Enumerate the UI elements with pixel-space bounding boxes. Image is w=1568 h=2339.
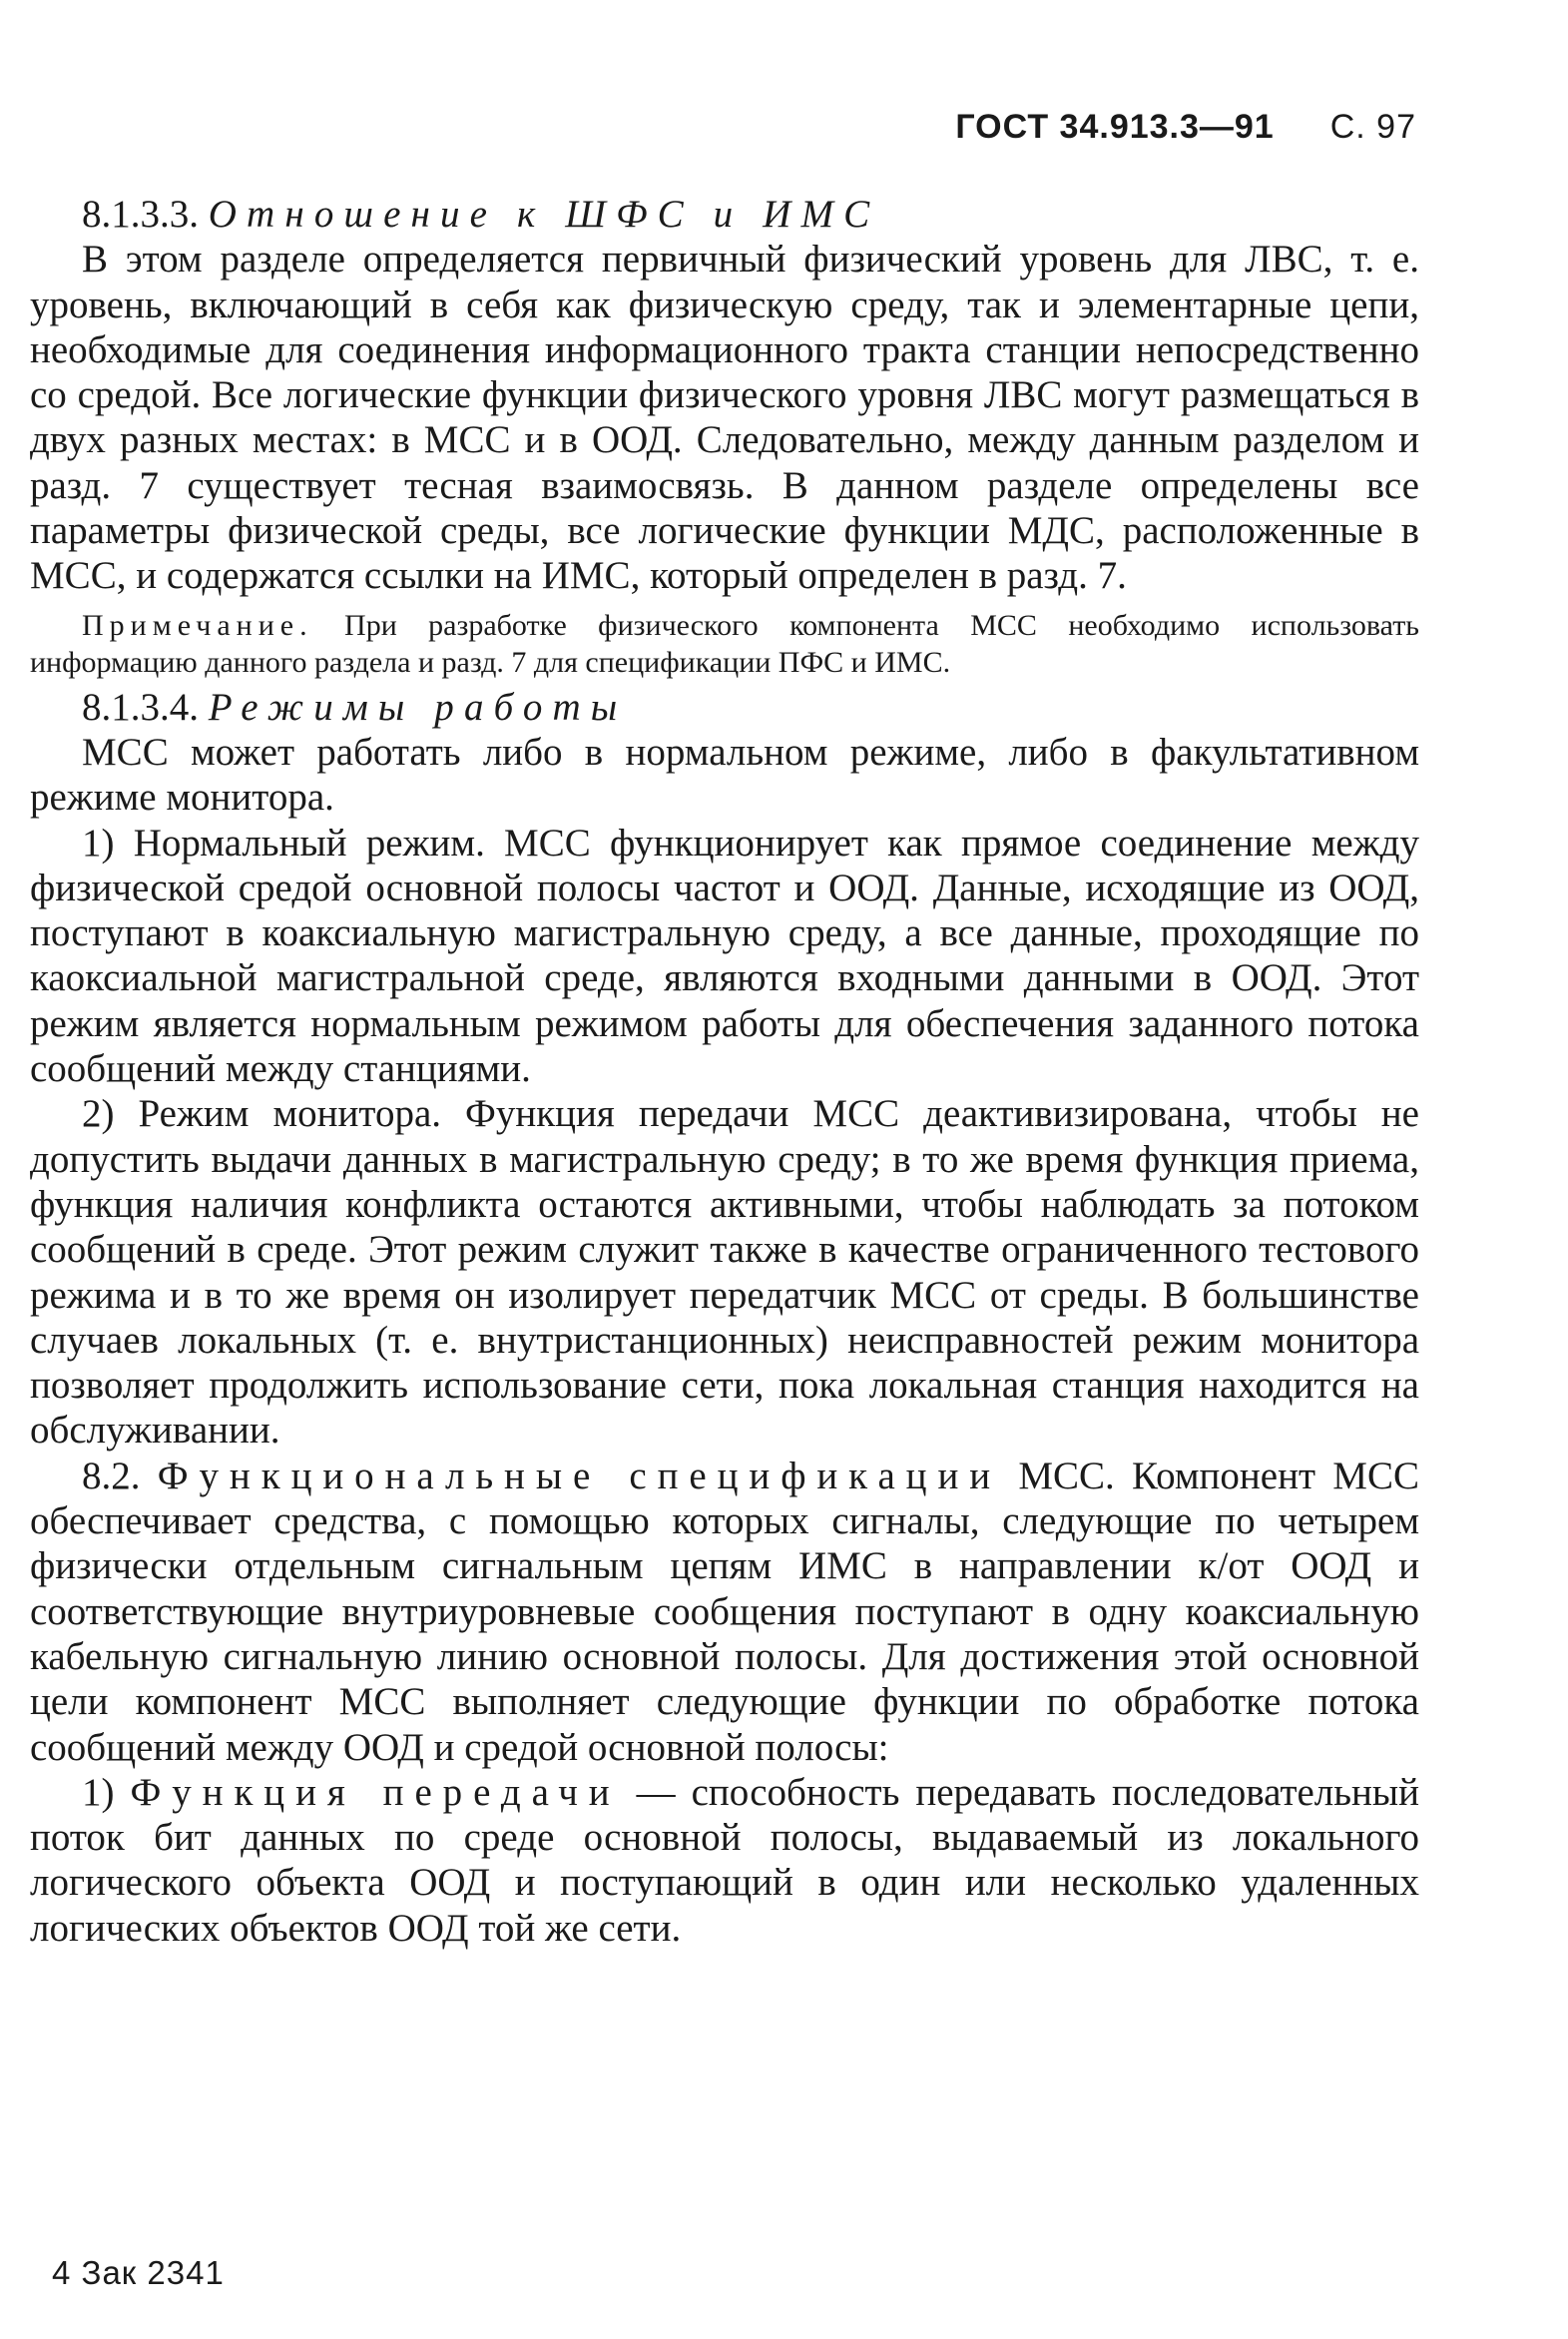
section-number: 8.1.3.4.: [82, 685, 199, 729]
section-number: 8.2.: [82, 1454, 141, 1497]
list-item-text: — способность передавать последовательный поток бит данных по среде основной полосы, выдаваемый из локального логического объекта ООД и поступающий в один или несколько удаленных логических объектов ООД той же сети.: [30, 1770, 1420, 1950]
list-item-number: 1): [82, 1770, 115, 1814]
page-header: [955, 108, 1416, 147]
section-title: Режимы работы: [208, 685, 628, 729]
standard-number: ГОСТ 34.913.3—91: [955, 108, 1275, 146]
section-title: Отношение к ШФС и ИМС: [208, 193, 880, 236]
note: [30, 607, 1419, 681]
paragraph-text: МСС. Компонент МСС обеспечивает средства, с помощью которых сигналы, следующие по четырем физически отдельным сигнальным цепям ИМС в направлении к/от ООД и соответствующие внутриуровневые сообщения поступают в одну коаксиальную кабельную сигнальную линию основной полосы. Для достижения этой основной цели компонент МСС выполняет следующие функции по обработке потока сообщений между ООД и средой основной полосы:: [30, 1454, 1419, 1769]
note-text: При разработке физического компонента МСС необходимо использовать информацию данного раздела и разд. 7 для спецификации ПФС и ИМС.: [30, 608, 1419, 679]
paragraph: 2) Режим монитора. Функция передачи МСС деактивизирована, чтобы не допустить выдачи данных в магистральную среду; в то же время функция приема, функция наличия конфликта остаются активными, чтобы наблюдать за потоком сообщений в среде. Этот режим служит также в качестве ограниченного тестового режима и в то же время он изолирует передатчик МСС от среды. В большинстве случаев локальных (т. е. внутристанционных) неисправностей режим монитора позволяет продолжить использование сети, пока локальная станция находится на обслуживании.: [30, 1092, 1419, 1453]
section-8-2-paragraph: [30, 1454, 1419, 1770]
page-number: С. 97: [1329, 108, 1416, 146]
section-number: 8.1.3.3.: [82, 193, 199, 236]
section-title: Функциональные спецификации: [157, 1454, 1002, 1497]
page-footer: 4 Зак 2341: [52, 2254, 225, 2291]
list-item-term: Функция передачи: [130, 1770, 621, 1814]
list-item: [30, 1770, 1419, 1951]
paragraph: МСС может работать либо в нормальном режиме, либо в факультативном режиме монитора.: [30, 730, 1419, 820]
section-heading-8-1-3-4: [30, 685, 1419, 730]
document-body: [30, 192, 1419, 1951]
section-heading-8-1-3-3: [30, 192, 1419, 237]
paragraph: 1) Нормальный режим. МСС функционирует как прямое соединение между физической средой основной полосы частот и ООД. Данные, исходящие из ООД, поступают в коаксиальную магистральную среду, а все данные, проходящие по каоксиальной магистральной среде, являются входными данными в ООД. Этот режим является нормальным режимом работы для обеспечения заданного потока сообщений между станциями.: [30, 821, 1419, 1091]
note-label: Примечание.: [82, 608, 313, 642]
paragraph: В этом разделе определяется первичный физический уровень для ЛВС, т. е. уровень, включающий в себя как физическую среду, так и элементарные цепи, необходимые для соединения информационного тракта станции непосредственно со средой. Все логические функции физического уровня ЛВС могут размещаться в двух разных местах: в МСС и в ООД. Следовательно, между данным разделом и разд. 7 существует тесная взаимосвязь. В данном разделе определены все параметры физической среды, все логические функции МДС, расположенные в МСС, и содержатся ссылки на ИМС, который определен в разд. 7.: [30, 238, 1419, 598]
